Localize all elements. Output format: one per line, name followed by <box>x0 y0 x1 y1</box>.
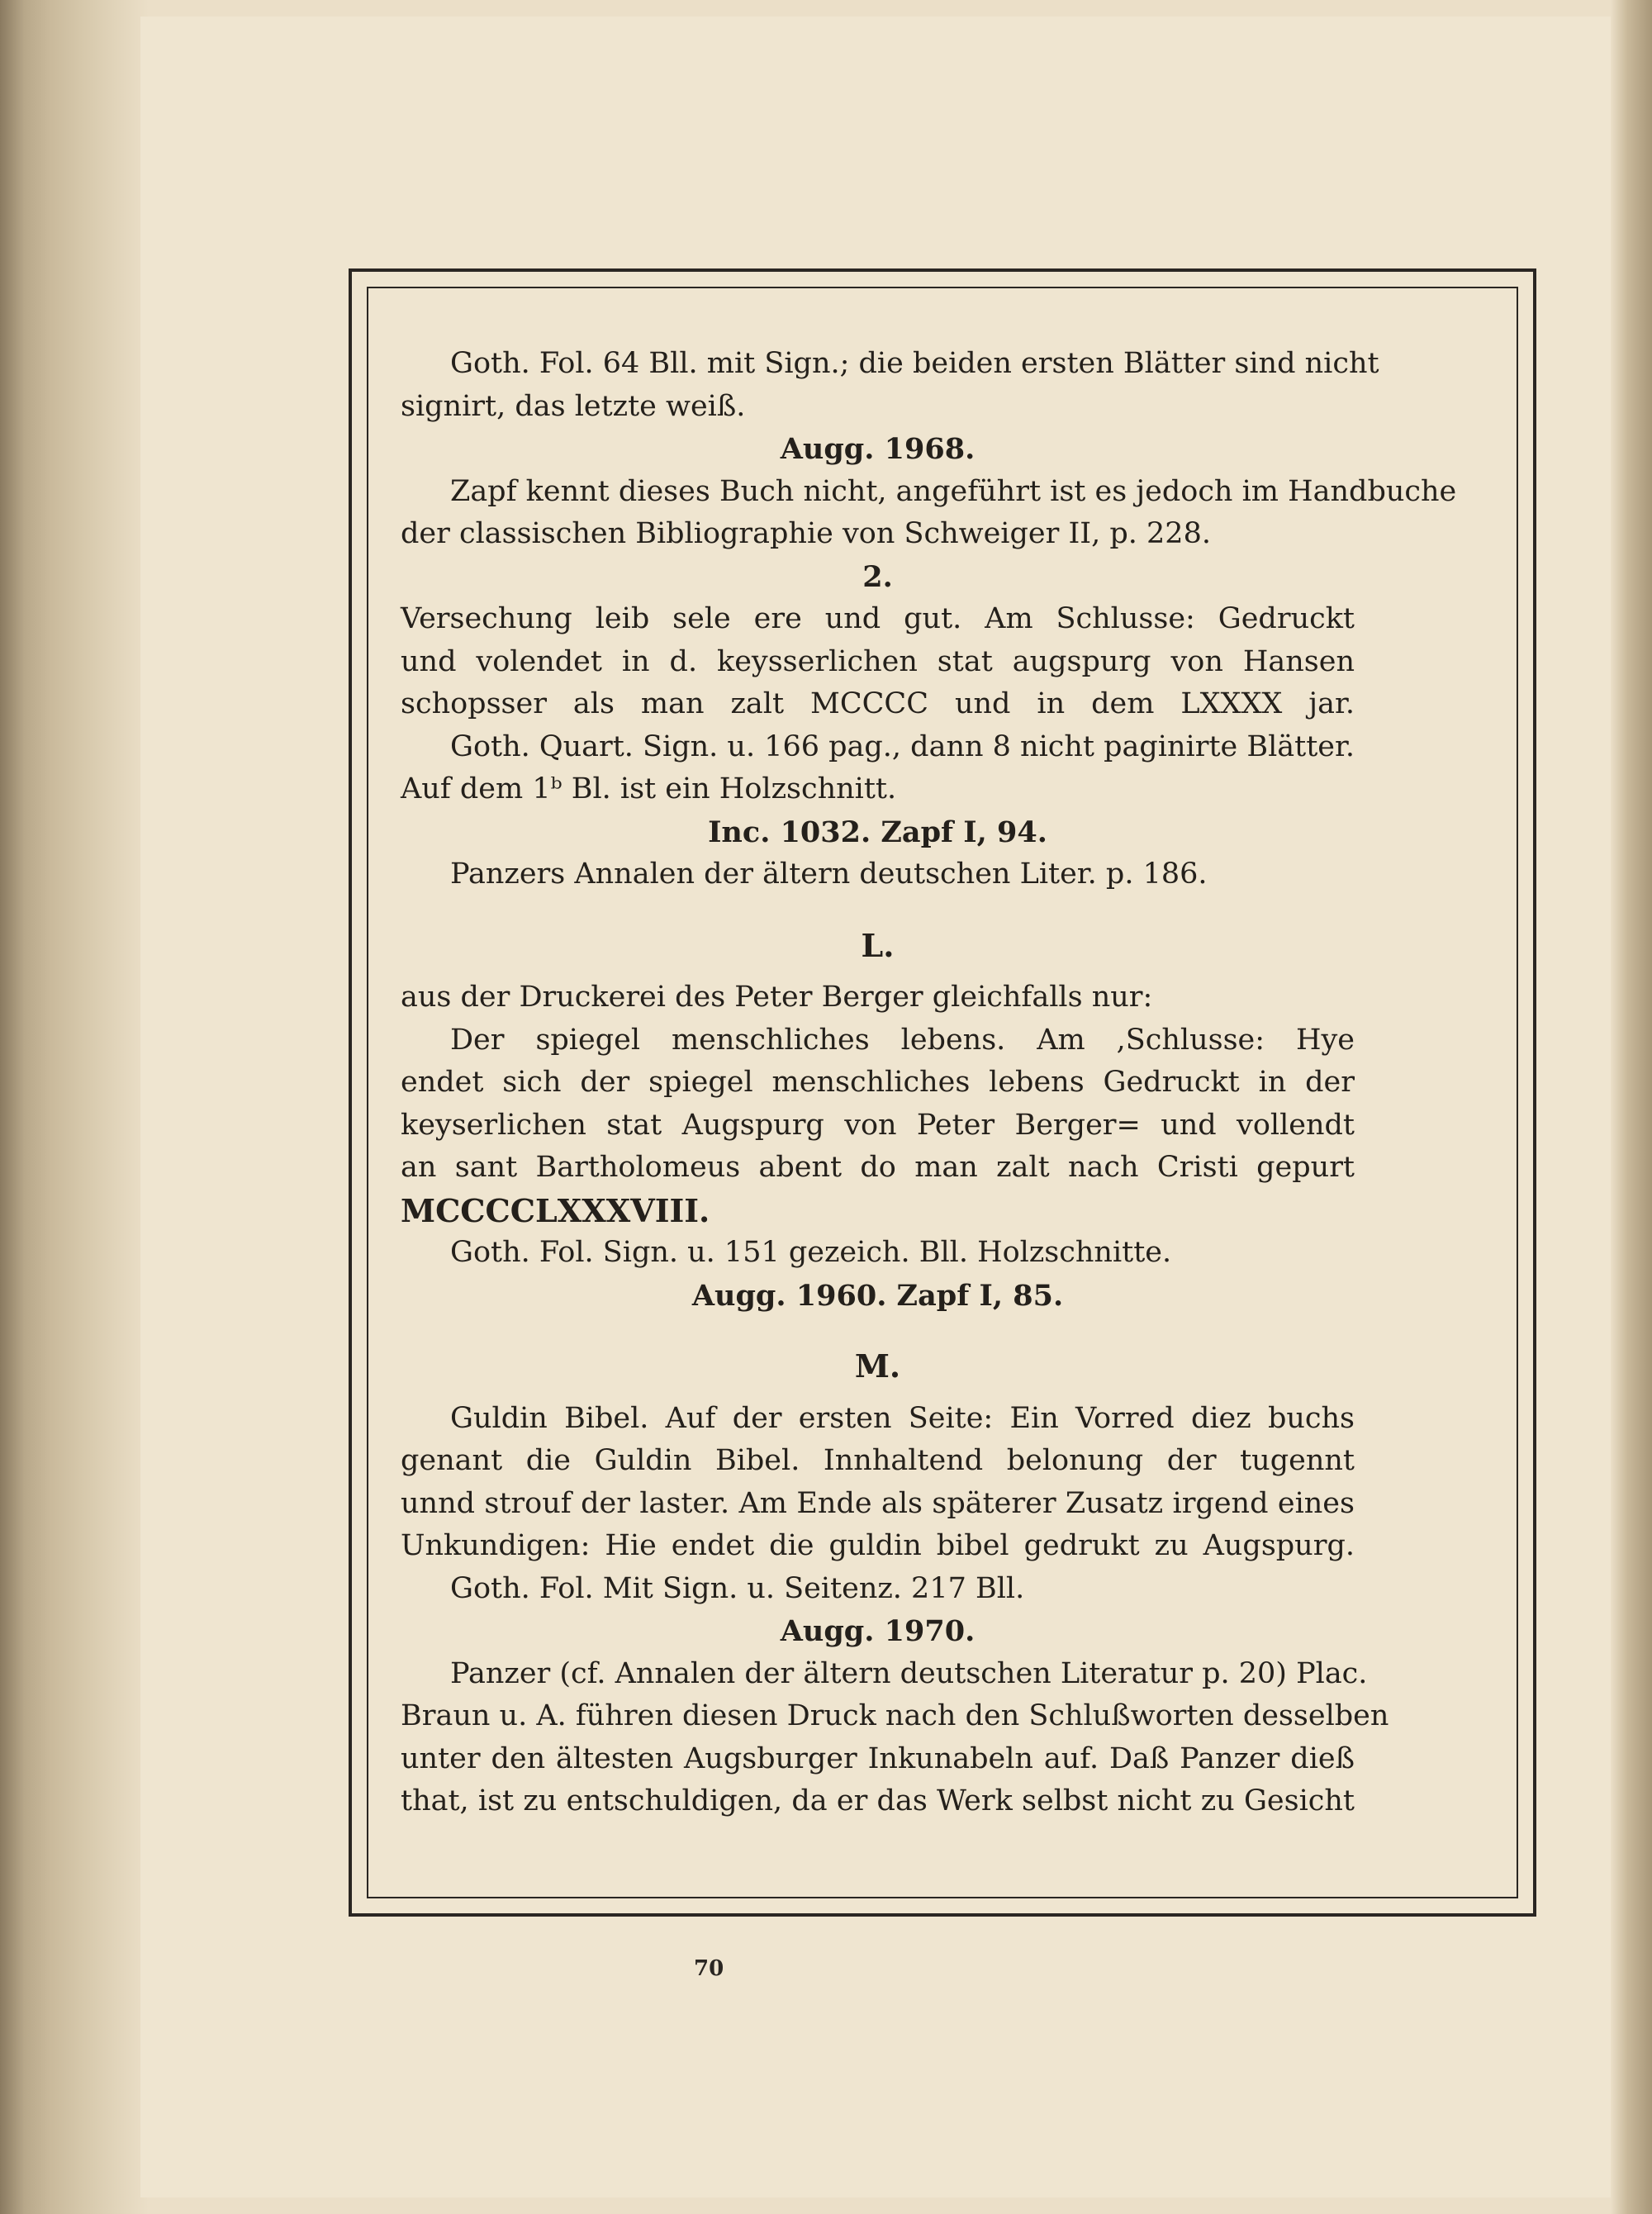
text-line: schopsser als man zalt MCCCC und in dem LXXXX jar. <box>401 687 1355 720</box>
text-line: Goth. Fol. 64 Bll. mit Sign.; die beiden ersten Blätter sind nicht <box>450 347 1379 380</box>
text-line: der classischen Bibliographie von Schweiger II, p. 228. <box>401 517 1211 550</box>
text-line: MCCCCLXXXVIII. <box>401 1191 710 1229</box>
page-sheet <box>140 17 1611 2197</box>
text-line: und volendet in d. keysserlichen stat augspurg von Hansen <box>401 644 1355 678</box>
text-line: Unkundigen: Hie endet die guldin bibel gedrukt zu Augspurg. <box>401 1529 1355 1562</box>
text-line: genant die Guldin Bibel. Innhaltend belonung der tugennt <box>401 1444 1355 1477</box>
text-line: Panzer (cf. Annalen der ältern deutschen Literatur p. 20) Plac. <box>450 1656 1368 1690</box>
text-line: keyserlichen stat Augspurg von Peter Berger= und vollendt <box>401 1108 1355 1142</box>
book-edge <box>1611 0 1652 2214</box>
text-line: Goth. Fol. Mit Sign. u. Seitenz. 217 Bll. <box>450 1571 1025 1605</box>
text-line: endet sich der spiegel menschliches lebens Gedruckt in der <box>401 1066 1355 1099</box>
section-letter: L. <box>861 926 895 964</box>
text-line: signirt, das letzte weiß. <box>401 389 746 423</box>
text-line: aus der Druckerei des Peter Berger gleichfalls nur: <box>401 981 1153 1014</box>
text-line: Der spiegel menschliches lebens. Am ,Schlusse: Hye <box>450 1023 1355 1057</box>
spacer <box>401 896 1355 915</box>
page-number: 70 <box>694 1956 724 1981</box>
text-line: Goth. Quart. Sign. u. 166 pag., dann 8 nicht paginirte Blätter. <box>450 729 1355 763</box>
catalog-ref: Augg. 1970. <box>780 1614 976 1648</box>
book-gutter <box>0 0 149 2214</box>
catalog-ref: Inc. 1032. Zapf I, 94. <box>708 815 1047 849</box>
section-letter: M. <box>854 1347 901 1385</box>
text-line: Braun u. A. führen diesen Druck nach den Schlußworten desselben <box>401 1699 1389 1732</box>
entry-number: 2. <box>862 559 893 594</box>
text-line: Goth. Fol. Sign. u. 151 gezeich. Bll. Holzschnitte. <box>450 1236 1172 1269</box>
text-line: an sant Bartholomeus abent do man zalt nach Cristi gepurt <box>401 1151 1355 1184</box>
text-line: that, ist zu entschuldigen, da er das Werk selbst nicht zu Gesicht <box>401 1784 1355 1817</box>
text-line: unter den ältesten Augsburger Inkunabeln auf. Daß Panzer dieß <box>401 1741 1355 1775</box>
text-line: unnd strouf der laster. Am Ende als späterer Zusatz irgend eines <box>401 1486 1355 1520</box>
text-line: Versechung leib sele ere und gut. Am Schlusse: Gedruckt <box>401 602 1355 635</box>
text-line: Zapf kennt dieses Buch nicht, angeführt ist es jedoch im Handbuche <box>450 474 1457 508</box>
catalog-ref: Augg. 1960. Zapf I, 85. <box>691 1278 1064 1313</box>
spacer <box>401 1317 1355 1335</box>
text-line: Guldin Bibel. Auf der ersten Seite: Ein Vorred diez buchs <box>450 1401 1355 1435</box>
text-line: Auf dem 1ᵇ Bl. ist ein Holzschnitt. <box>401 772 897 805</box>
text-line: Panzers Annalen der ältern deutschen Liter. p. 186. <box>450 858 1208 891</box>
text-block <box>401 343 1457 1823</box>
catalog-ref: Augg. 1968. <box>780 432 976 466</box>
